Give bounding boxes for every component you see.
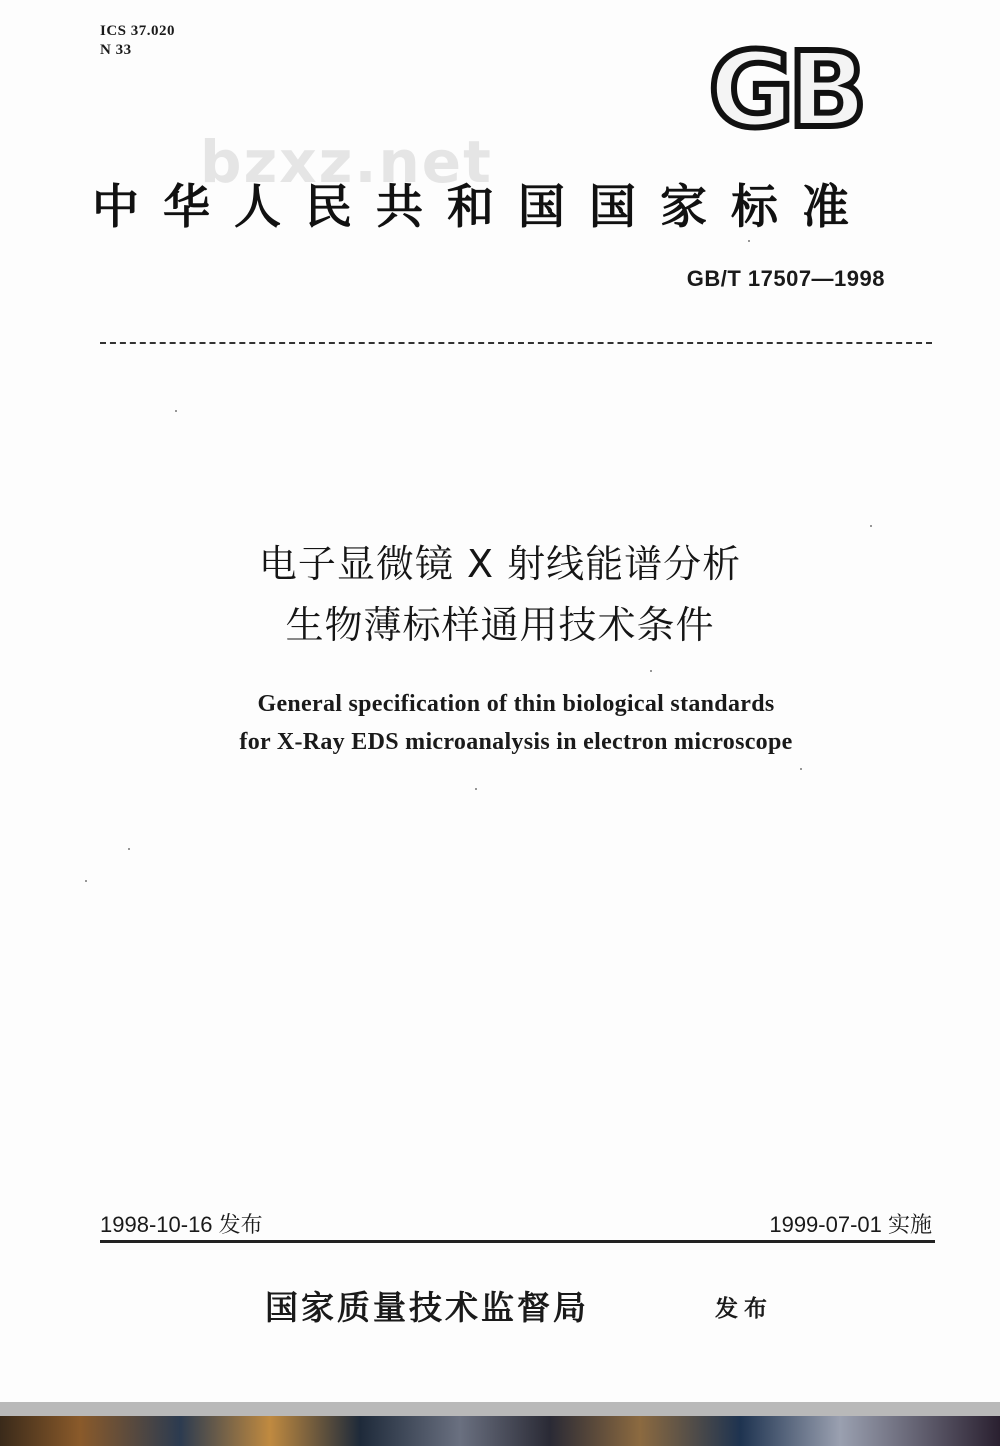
scan-speck <box>748 240 750 242</box>
standard-number: GB/T 17507—1998 <box>686 266 885 291</box>
footer-divider <box>100 1240 935 1243</box>
title-en-line2: for X-Ray EDS microanalysis in electron microscope <box>239 729 793 755</box>
classification-codes <box>100 22 175 60</box>
header-divider <box>100 342 932 344</box>
n-code: N 33 <box>100 42 132 58</box>
scan-speck <box>650 670 652 672</box>
scan-speck <box>870 525 872 527</box>
gb-logo-text: GB <box>708 40 862 140</box>
scan-speck <box>800 768 802 770</box>
scan-speck <box>175 410 177 412</box>
issue-date: 1998-10-16 发布 <box>100 1212 263 1237</box>
implementation-date: 1999-07-01 实施 <box>769 1212 932 1237</box>
page-bottom-border <box>0 1402 1000 1416</box>
title-cn-line2: 生物薄标样通用技术条件 <box>285 603 715 647</box>
background-photo-strip <box>0 1416 1000 1446</box>
national-standard-title: 中华人民共和国国家标准 <box>92 180 873 235</box>
gb-logo <box>690 40 880 140</box>
ics-code: ICS 37.020 <box>100 23 176 39</box>
title-cn-line1: 电子显微镜 X 射线能谱分析 <box>258 542 742 586</box>
issuing-authority: 国家质量技术监督局 <box>265 1288 589 1327</box>
scan-speck <box>475 788 477 790</box>
scan-speck <box>128 848 130 850</box>
title-en-line1: General specification of thin biological standards <box>257 691 775 717</box>
watermark: bzxz.net <box>200 128 493 196</box>
issue-label: 发布 <box>715 1296 773 1322</box>
scan-speck <box>85 880 87 882</box>
